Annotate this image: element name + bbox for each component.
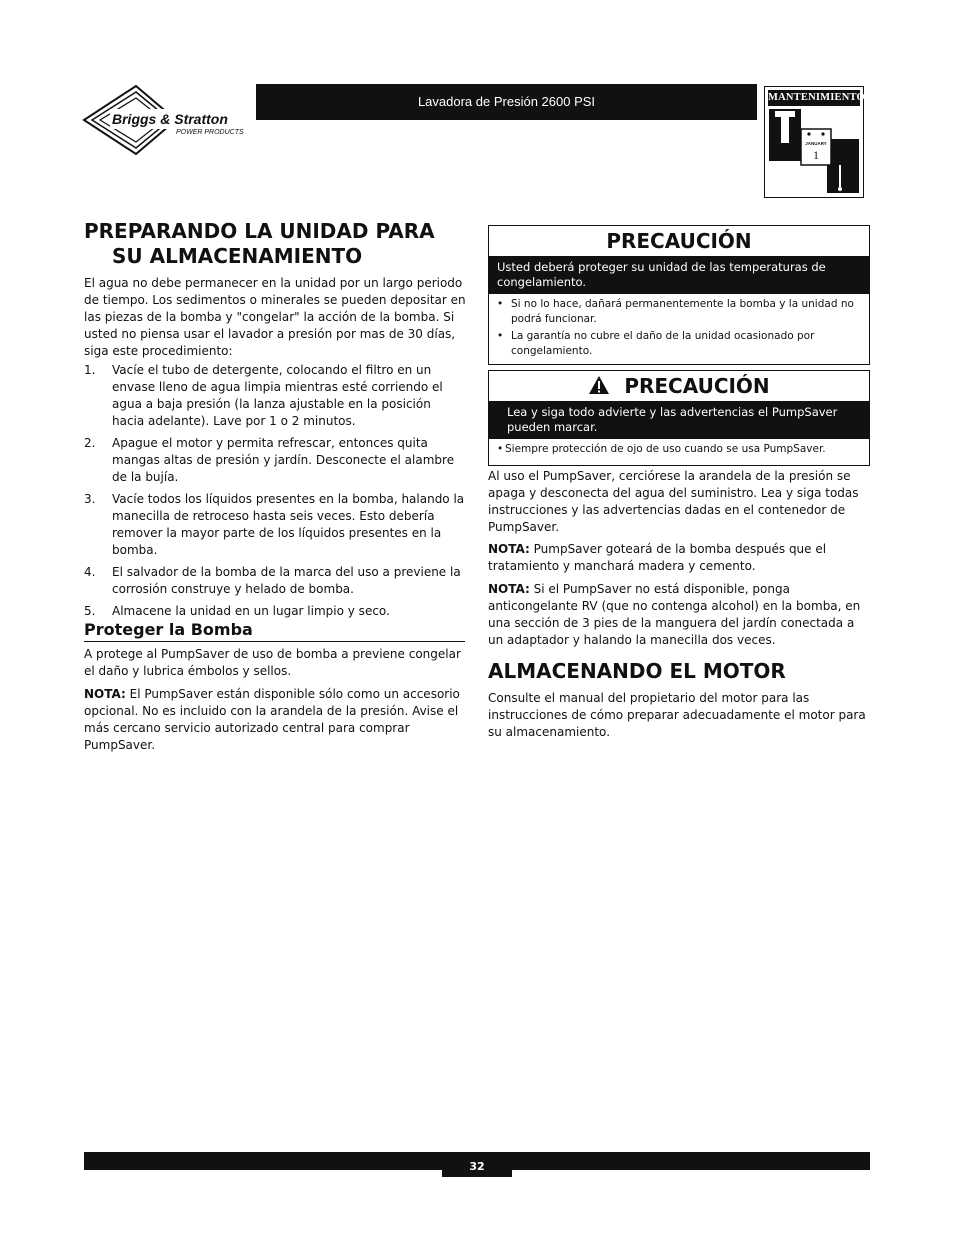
brand-logo-mark (82, 84, 254, 156)
note-paragraph (488, 541, 870, 575)
protect-paragraph: A protege al PumpSaver de uso de bomba a previene congelar el daño y lubrica émbolos y sellos. (84, 647, 461, 678)
brand-logo (82, 84, 254, 156)
engine-paragraph: Consulte el manual del propietario del motor para las instrucciones de cómo preparar adecuadamente el motor para su almacenamiento. (488, 691, 866, 739)
caution-band: Lea y siga todo advierte y las advertencias el PumpSaver pueden marcar. (489, 401, 869, 439)
caution-bullet: • Si no lo hace, dañará permanentemente la bomba y la unidad no podrá funcionar. (489, 297, 869, 327)
step-text: Vacíe todos los líquidos presentes en la bomba, halando la manecilla de retroceso hasta seis veces. Esto debería remover la mayor parte de los líquidos presentes en la bomba. (112, 492, 465, 557)
list-item (84, 491, 466, 559)
caution-bullet: • Siempre protección de ojo de uso cuando se usa PumpSaver. (489, 442, 869, 457)
note-text: Si el PumpSaver no está disponible, ponga anticongelante RV (que no contenga alcohol) en la bomba, en una sección de 3 pies de la manguera del jardín conectada a un adaptador y halando la manecilla dos veces. (488, 582, 861, 647)
note-label: NOTA: (488, 582, 530, 596)
step-text: Vacíe el tubo de detergente, colocando el filtro en un envase lleno de agua limpia mientras esté corriendo el agua a baja presión (la lanza ajustable en la posición hacia adelante). Lave por 1 o 2 minutos. (112, 363, 443, 428)
step-number: 2. (84, 436, 96, 450)
maintenance-label: MANTENIMIENTO (768, 90, 860, 106)
calendar-wrench-icon (769, 109, 859, 193)
caution-title: PRECAUCIÓN (606, 229, 752, 253)
step-number: 3. (84, 492, 96, 506)
note-label: NOTA: (84, 687, 126, 701)
heading-line-1: PREPARANDO LA UNIDAD PARA (84, 219, 435, 243)
calendar-month: JANUARY (805, 141, 827, 146)
brand-name: Briggs & Stratton (112, 111, 228, 127)
step-number: 5. (84, 604, 96, 618)
caution-box-freezing (488, 225, 870, 365)
list-item (84, 362, 466, 430)
caution-band: Usted deberá proteger su unidad de las temperaturas de congelamiento. (489, 256, 869, 294)
heading-line-2: SU ALMACENAMIENTO (112, 244, 363, 268)
calendar-day: 1 (813, 148, 819, 162)
warning-triangle-icon (588, 375, 610, 395)
list-item (84, 564, 466, 598)
step-number: 1. (84, 363, 96, 377)
section-heading-engine: ALMACENANDO EL MOTOR (488, 659, 786, 683)
note-text: El PumpSaver están disponible sólo como un accesorio opcional. No es incluido con la arandela de la presión. Avise el más cercano servicio autorizado central para comprar PumpSaver. (84, 687, 460, 752)
caution-bullet: • La garantía no cubre el daño de la unidad ocasionado por congelamiento. (489, 329, 869, 359)
note-label: NOTA: (488, 542, 530, 556)
step-text: El salvador de la bomba de la marca del uso a previene la corrosión construye y helado de bomba. (112, 565, 461, 596)
intro-paragraph: El agua no debe permanecer en la unidad por un largo periodo de tiempo. Los sedimentos o minerales se pueden depositar en las piezas de la bomba y "congelar" la acción de la bomba. Si usted no piensa usar el lavador a presión por mas de 30 días, siga este procedimiento: (84, 276, 466, 358)
caution-box-pumpsaver (488, 370, 870, 466)
subheading-protect-pump: Proteger la Bomba (84, 620, 253, 639)
step-text: Almacene la unidad en un lugar limpio y seco. (112, 604, 390, 618)
section-heading-storage (84, 219, 474, 269)
note-paragraph (84, 686, 466, 754)
step-text: Apague el motor y permita refrescar, entonces quita mangas altas de presión y jardín. Desconecte el alambre de la bujía. (112, 436, 455, 484)
page-number: 32 (442, 1152, 512, 1177)
step-number: 4. (84, 565, 96, 579)
caution-title-row (489, 371, 869, 401)
pumpsaver-paragraph: Al uso el PumpSaver, cerciórese la arandela de la presión se apaga y desconecta del agua del suministro. Lea y siga todas instrucciones y las advertencias dadas en el contenedor de PumpSaver. (488, 469, 859, 534)
list-item (84, 603, 466, 620)
procedure-list (84, 362, 466, 625)
note-text: PumpSaver goteará de la bomba después que el tratamiento y manchará madera y cemento. (488, 542, 827, 573)
caution-title: PRECAUCIÓN (624, 374, 770, 398)
subheading-rule (84, 641, 465, 642)
brand-sub: POWER PRODUCTS (176, 129, 244, 136)
document-title: Lavadora de Presión 2600 PSI (256, 84, 757, 120)
maintenance-badge (764, 86, 864, 198)
list-item (84, 435, 466, 486)
note-paragraph (488, 581, 870, 649)
